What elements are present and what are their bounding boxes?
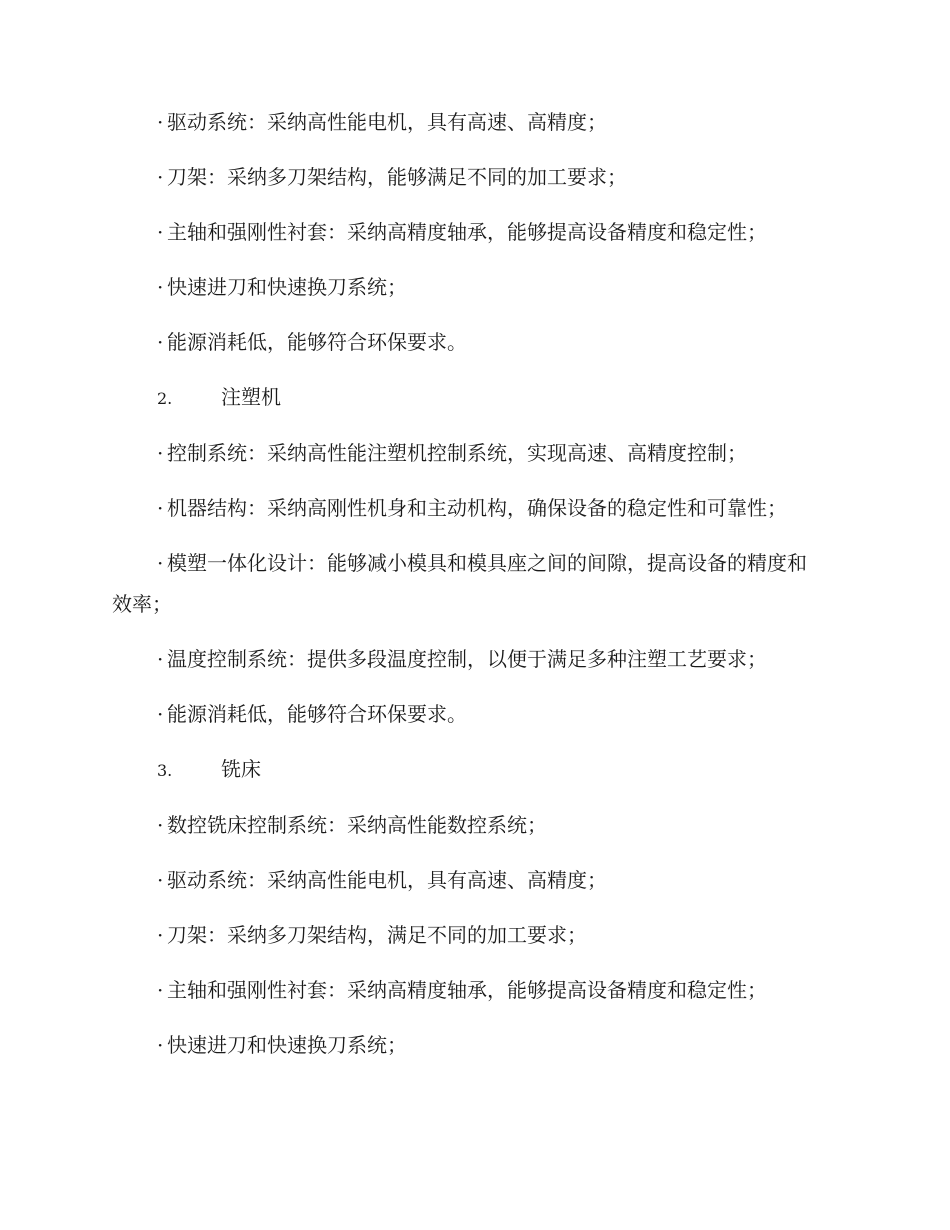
list-item [112,915,820,956]
list-item [112,157,820,198]
list-item [112,639,820,680]
list-item [112,694,820,735]
bullet-marker: · [157,647,164,671]
list-item [112,267,820,308]
bullet-marker: · [157,923,164,947]
section-title: 注塑机 [221,385,281,409]
list-item [112,860,820,901]
list-item [112,212,820,253]
list-item-text: 能源消耗低，能够符合环保要求。 [167,330,467,354]
list-item [112,488,820,529]
list-item-text: 快速进刀和快速换刀系统； [167,275,407,299]
bullet-marker: · [157,110,164,134]
bullet-marker: · [157,1033,164,1057]
section-heading [112,749,820,791]
list-item-text: 主轴和强刚性衬套：采纳高精度轴承，能够提高设备精度和稳定性； [167,978,767,1002]
section-heading [112,377,820,419]
bullet-marker: · [157,441,164,465]
bullet-marker: · [157,702,164,726]
bullet-marker: · [157,551,164,575]
list-item [112,433,820,474]
bullet-marker: · [157,496,164,520]
section-title: 铣床 [221,757,261,781]
list-item-text: 数控铣床控制系统：采纳高性能数控系统； [167,813,547,837]
list-item-text: 模塑一体化设计：能够减小模具和模具座之间的间隙，提高设备的精度和效率； [112,551,807,616]
list-item-text: 刀架：采纳多刀架结构，满足不同的加工要求； [167,923,587,947]
list-item [112,543,820,625]
list-item-text: 刀架：采纳多刀架结构，能够满足不同的加工要求； [167,165,627,189]
list-item-text: 能源消耗低，能够符合环保要求。 [167,702,467,726]
list-item [112,1025,820,1066]
bullet-marker: · [157,165,164,189]
list-item [112,322,820,363]
section-number: 2. [157,389,173,408]
list-item [112,102,820,143]
list-item-text: 温度控制系统：提供多段温度控制，以便于满足多种注塑工艺要求； [167,647,767,671]
bullet-marker: · [157,978,164,1002]
bullet-marker: · [157,330,164,354]
list-item-text: 主轴和强刚性衬套：采纳高精度轴承，能够提高设备精度和稳定性； [167,220,767,244]
bullet-marker: · [157,813,164,837]
section-number: 3. [157,761,173,780]
list-item-text: 驱动系统：采纳高性能电机，具有高速、高精度； [167,868,607,892]
list-item-text: 机器结构：采纳高刚性机身和主动机构，确保设备的稳定性和可靠性； [167,496,787,520]
bullet-marker: · [157,868,164,892]
list-item [112,970,820,1011]
list-item [112,805,820,846]
list-item-text: 驱动系统：采纳高性能电机，具有高速、高精度； [167,110,607,134]
list-item-text: 控制系统：采纳高性能注塑机控制系统，实现高速、高精度控制； [167,441,747,465]
bullet-marker: · [157,220,164,244]
bullet-marker: · [157,275,164,299]
list-item-text: 快速进刀和快速换刀系统； [167,1033,407,1057]
